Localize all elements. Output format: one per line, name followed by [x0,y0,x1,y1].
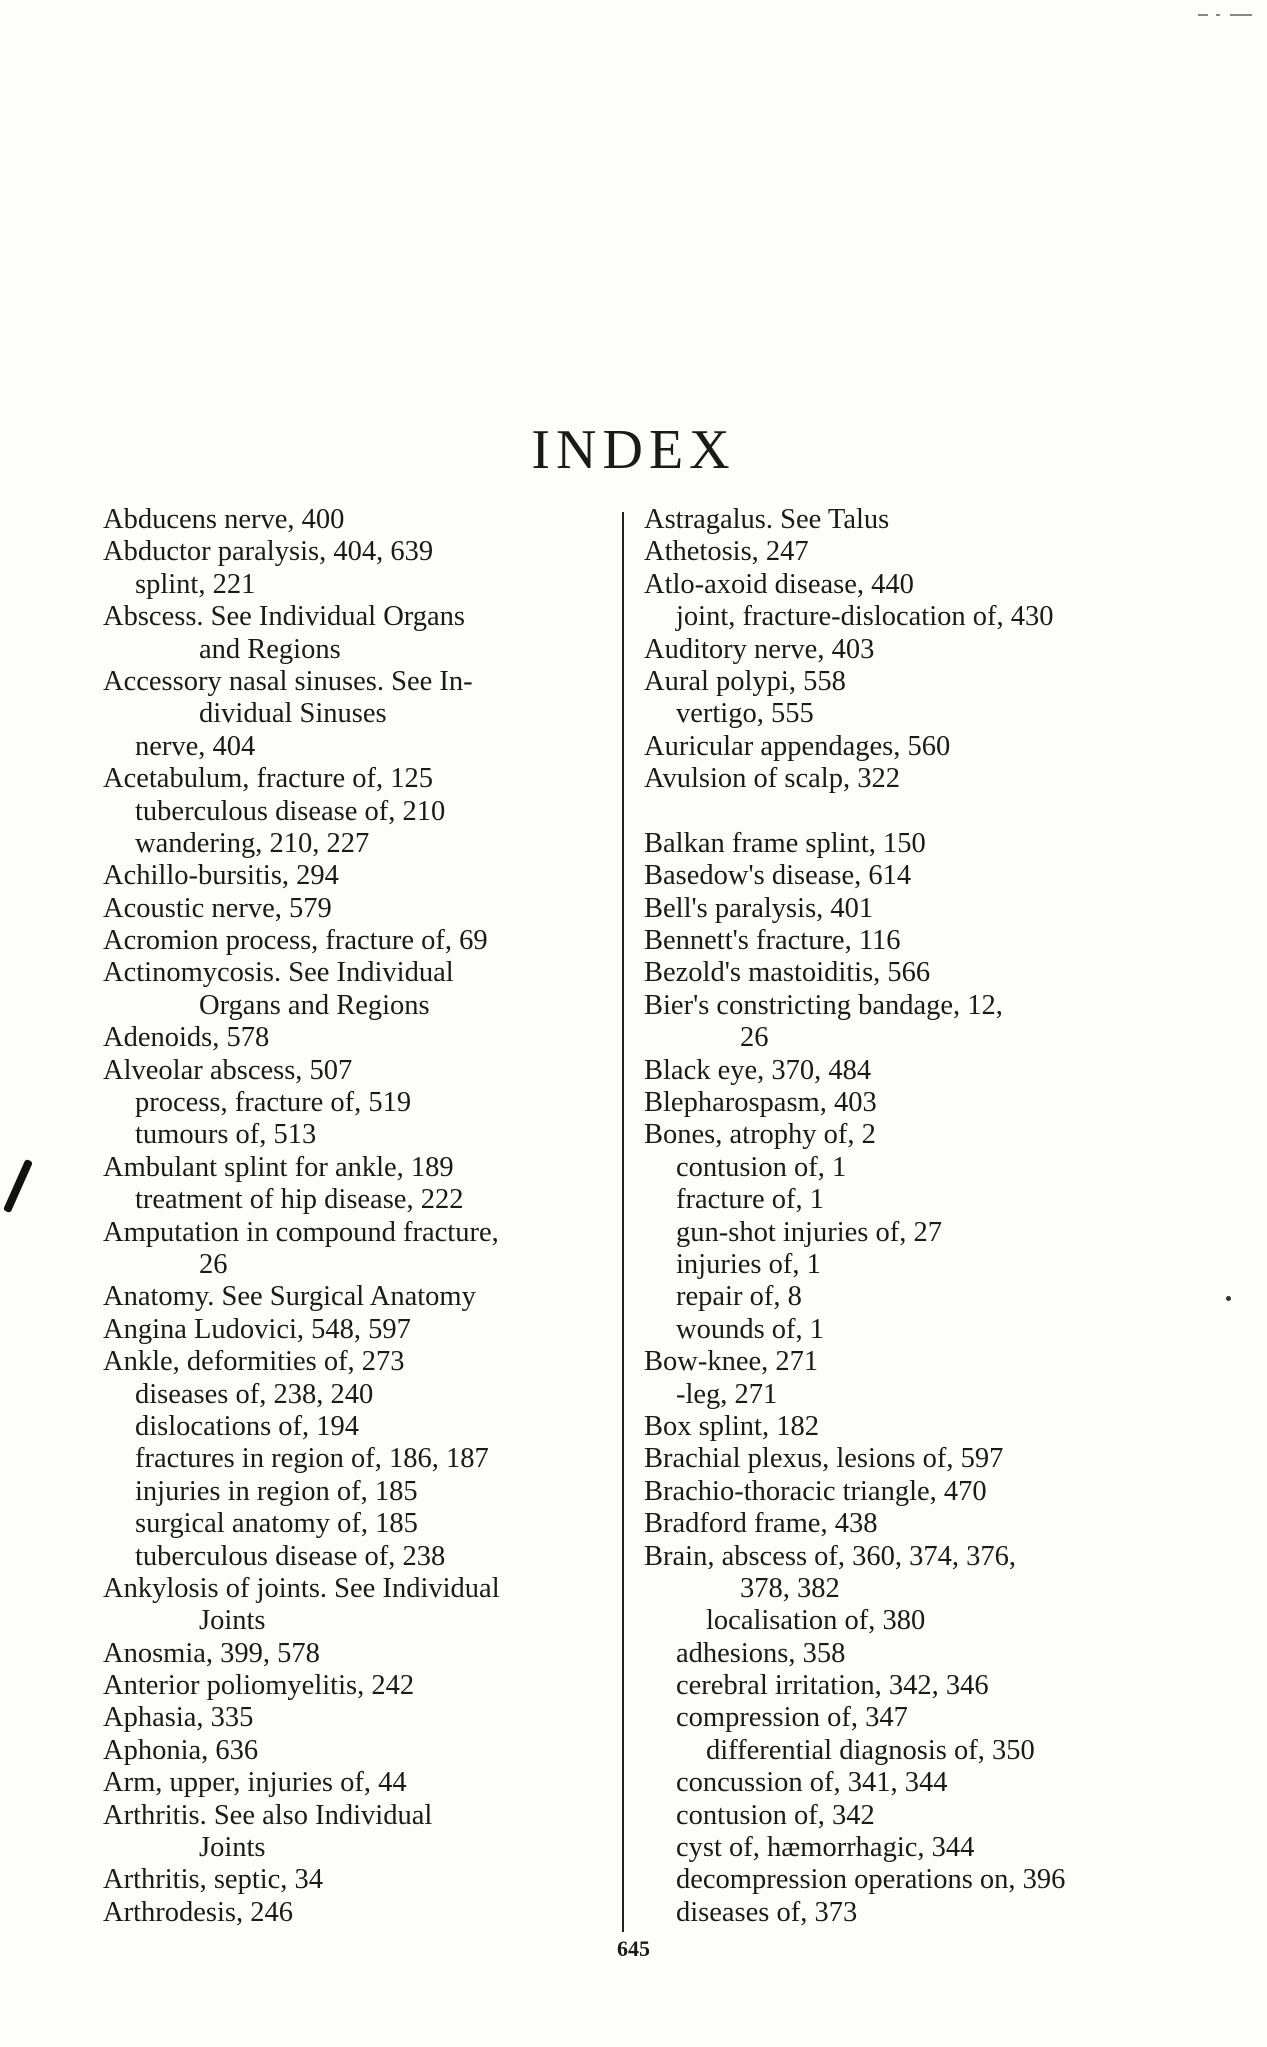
index-entry: Ankle, deformities of, 273 [103,1346,405,1378]
index-entry: Bones, atrophy of, 2 [644,1119,876,1151]
index-entry: Black eye, 370, 484 [644,1054,872,1086]
index-subentry: cerebral irritation, 342, 346 [676,1670,989,1702]
index-subentry: wounds of, 1 [676,1313,825,1345]
index-subentry: tumours of, 513 [135,1119,317,1151]
index-entry: Bradford frame, 438 [644,1508,878,1540]
index-subentry: adhesions, 358 [676,1637,846,1669]
index-subentry: gun-shot injuries of, 27 [676,1216,942,1248]
index-column-left [103,504,605,1929]
index-entry: Brachio-thoracic triangle, 470 [644,1475,987,1507]
index-entry: Adenoids, 578 [103,1022,270,1054]
index-entry: Athetosis, 247 [644,536,809,568]
index-entry: Acoustic nerve, 579 [103,892,332,924]
index-subentry: vertigo, 555 [676,698,814,730]
index-entry: Arthritis. See also Individual [103,1799,433,1831]
index-entry: Ankylosis of joints. See Individual [103,1572,500,1604]
index-entry: Arthritis, septic, 34 [103,1864,324,1896]
index-subentry: tuberculous disease of, 238 [135,1540,446,1572]
index-subentry: 26 [740,1022,769,1054]
index-subentry: process, fracture of, 519 [135,1087,412,1119]
page-number: 645 [617,1936,650,1961]
index-entry: Achillo-bursitis, 294 [103,860,339,892]
index-subentry: Joints [199,1605,266,1637]
index-subentry: differential diagnosis of, 350 [706,1734,1035,1766]
index-entry: Arm, upper, injuries of, 44 [103,1767,407,1799]
index-entry: Ambulant splint for ankle, 189 [103,1151,454,1183]
index-subentry: Organs and Regions [199,989,430,1021]
column-divider [622,512,624,1932]
margin-dot-mark [1226,1296,1231,1301]
index-entry: Box splint, 182 [644,1410,819,1442]
index-subentry: fractures in region of, 186, 187 [135,1443,489,1475]
index-entry: Blepharospasm, 403 [644,1087,877,1119]
index-subentry: wandering, 210, 227 [135,827,370,859]
index-entry: Basedow's disease, 614 [644,860,912,892]
index-entry: Aural polypi, 558 [644,665,846,697]
index-entry: Bow-knee, 271 [644,1346,819,1378]
margin-dash-mark [1230,14,1252,16]
index-entry: Abscess. See Individual Organs [103,601,465,633]
index-subentry: localisation of, 380 [706,1605,926,1637]
margin-pen-mark [3,1159,33,1213]
index-entry: Balkan frame splint, 150 [644,827,926,859]
index-entry: Brain, abscess of, 360, 374, 376, [644,1540,1017,1572]
index-subentry: -leg, 271 [676,1378,778,1410]
index-subentry: contusion of, 1 [676,1151,847,1183]
margin-dash-mark [1198,14,1208,16]
page-title: INDEX [531,419,736,481]
index-entry: Aphonia, 636 [103,1734,259,1766]
index-entry: Angina Ludovici, 548, 597 [103,1313,411,1345]
index-subentry: dividual Sinuses [199,698,387,730]
index-subentry: nerve, 404 [135,730,256,762]
index-entry: Avulsion of scalp, 322 [644,763,900,795]
index-entry: Auditory nerve, 403 [644,633,875,665]
index-entry: Accessory nasal sinuses. See In- [103,665,473,697]
index-subentry: and Regions [199,633,341,665]
index-entry: Abductor paralysis, 404, 639 [103,536,434,568]
index-subentry: splint, 221 [135,568,256,600]
index-subentry: surgical anatomy of, 185 [135,1508,418,1540]
index-subentry: injuries in region of, 185 [135,1475,418,1507]
index-entry: Auricular appendages, 560 [644,730,951,762]
index-subentry: fracture of, 1 [676,1184,824,1216]
index-subentry: diseases of, 238, 240 [135,1378,374,1410]
index-entry: Brachial plexus, lesions of, 597 [644,1443,1004,1475]
index-entry: Bell's paralysis, 401 [644,892,874,924]
index-subentry: joint, fracture-dislocation of, 430 [676,601,1054,633]
index-entry: Anterior poliomyelitis, 242 [103,1670,415,1702]
index-subentry: tuberculous disease of, 210 [135,795,446,827]
index-entry: Astragalus. See Talus [644,504,890,535]
index-subentry: cyst of, hæmorrhagic, 344 [676,1832,975,1864]
index-entry: Atlo-axoid disease, 440 [644,568,914,600]
index-entry: Acetabulum, fracture of, 125 [103,763,433,795]
index-entry: Bier's constricting bandage, 12, [644,989,1003,1021]
index-entry: Bennett's fracture, 116 [644,925,901,957]
index-subentry: Joints [199,1832,266,1864]
index-entry: Amputation in compound fracture, [103,1216,499,1248]
index-column-right [644,504,1149,1929]
index-entry: Arthrodesis, 246 [103,1896,293,1928]
index-subentry: 26 [199,1248,228,1280]
index-entry: Acromion process, fracture of, 69 [103,925,488,957]
index-subentry: 378, 382 [740,1572,840,1604]
index-entry: Alveolar abscess, 507 [103,1054,353,1086]
index-entry: Bezold's mastoiditis, 566 [644,957,931,989]
index-entry: Abducens nerve, 400 [103,504,345,535]
index-subentry: treatment of hip disease, 222 [135,1184,464,1216]
index-entry: Anatomy. See Surgical Anatomy [103,1281,476,1313]
index-subentry: compression of, 347 [676,1702,908,1734]
index-subentry: injuries of, 1 [676,1248,821,1280]
index-subentry: diseases of, 373 [676,1896,858,1928]
index-subentry: dislocations of, 194 [135,1410,360,1442]
index-entry: Actinomycosis. See Individual [103,957,454,989]
index-section-gap [644,796,1149,828]
index-entry: Anosmia, 399, 578 [103,1637,320,1669]
index-subentry: decompression operations on, 396 [676,1864,1066,1896]
index-entry: Aphasia, 335 [103,1702,254,1734]
index-subentry: repair of, 8 [676,1281,802,1313]
margin-dash-mark [1216,14,1220,16]
index-subentry: contusion of, 342 [676,1799,875,1831]
index-subentry: concussion of, 341, 344 [676,1767,948,1799]
